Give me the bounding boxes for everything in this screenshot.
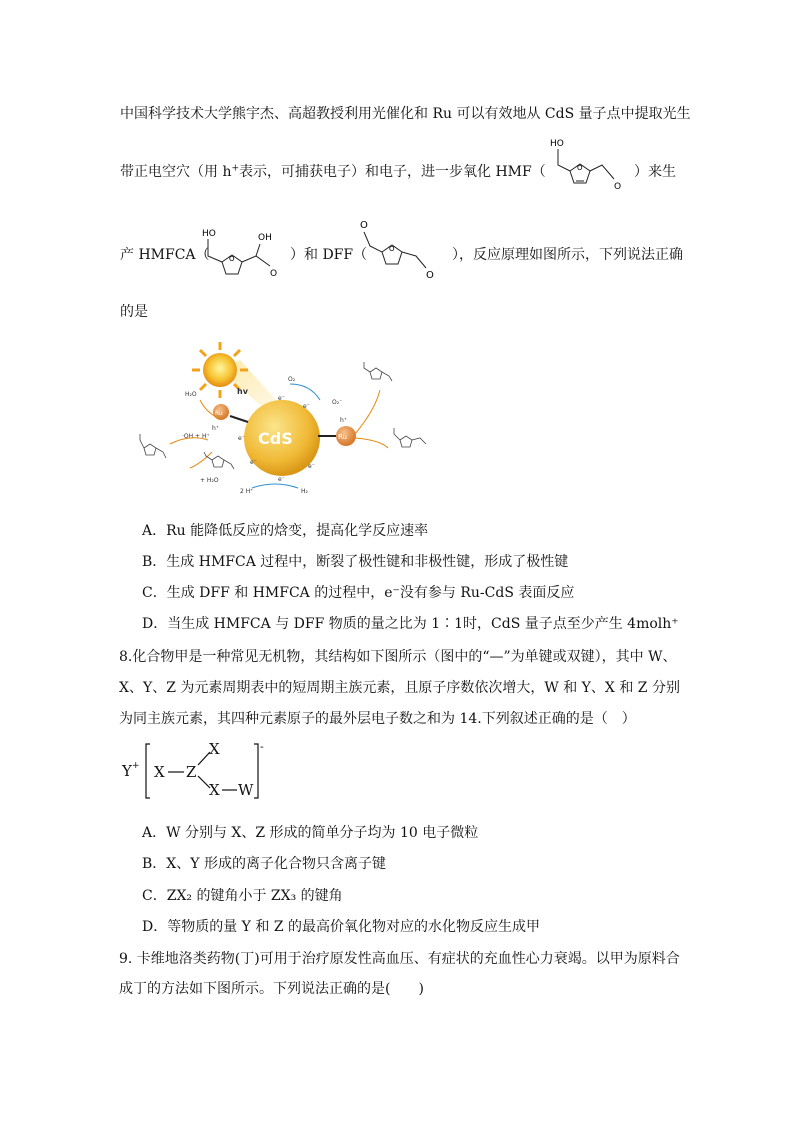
q9-line-1: 9. 卡维地洛类药物(丁)可用于治疗原发性高血压、有症状的充血性心力衰竭。以甲为原料合	[119, 951, 680, 967]
q7-option-b: B．生成 HMFCA 过程中，断裂了极性键和非极性键，形成了极性键	[142, 554, 569, 570]
cds-ru-reaction-diagram	[130, 340, 460, 500]
q8-line-3: 为同主族元素，其四种元素原子的最外层电子数之和为 14.下列叙述正确的是（ ）	[119, 711, 636, 727]
hmfca-ho-label: HO	[202, 229, 216, 239]
sun-icon	[192, 342, 285, 410]
h2o-label: H₂O	[185, 391, 197, 398]
q8-line-2: X、Y、Z 为元素周期表中的短周期主族元素，且原子序数依次增大，W 和 Y、X 和 Z 分别	[119, 680, 680, 696]
dff-ring-o: O	[389, 245, 395, 253]
h2-label: H₂	[301, 488, 308, 495]
ru-left-label: Ru	[215, 410, 223, 417]
ru-right-label: Ru	[338, 433, 347, 441]
hmfca-structure	[200, 226, 290, 282]
hmf-structure	[548, 135, 636, 197]
o2-label: O₂	[288, 376, 296, 383]
struct-x-left: X	[154, 763, 165, 781]
e-label-3: e⁻	[238, 435, 245, 442]
hmf-carbonyl-o: O	[614, 182, 622, 192]
struct-y-charge: +	[132, 761, 140, 771]
two-h-label: 2 H⁺	[240, 488, 254, 495]
hmfca-oh-label: OH	[258, 233, 272, 243]
q7-line-3a: 产 HMFCA（	[120, 247, 210, 263]
q7-line-1: 中国科学技术大学熊宇杰、高超教授利用光催化和 Ru 可以有效地从 CdS 量子点中提取光生	[120, 106, 691, 122]
q7-option-d: D．当生成 HMFCA 与 DFF 物质的量之比为 1∶1时，CdS 量子点至少产生 4molh⁺	[142, 616, 679, 632]
e-label-1: e⁻	[278, 395, 285, 402]
struct-y: Y	[122, 762, 132, 780]
plus-h2o-label: + H₂O	[200, 477, 219, 484]
struct-w: W	[238, 781, 254, 799]
q8-option-d: D．等物质的量 Y 和 Z 的最高价氧化物对应的水化物反应生成甲	[142, 919, 540, 935]
oh-h-label: ·OH + H⁺	[182, 433, 210, 440]
q7-line-2c: ）来生	[634, 164, 676, 180]
q9-line-2: 成丁的方法如下图所示。下列说法正确的是( )	[119, 981, 424, 997]
q8-line-1: 8.化合物甲是一种常见无机物，其结构如下图所示（图中的“—”为单键或双键），其中 W、	[119, 649, 677, 665]
compound-structure	[120, 738, 280, 802]
q7-line-2b: 表示，可捕获电子）和电子，进一步氧化 HMF（	[239, 164, 546, 180]
hmfca-ring-o: O	[229, 255, 235, 263]
hmfca-o-label: O	[270, 269, 278, 279]
hmf-ring-o: O	[577, 164, 583, 172]
struct-x-bottom: X	[209, 781, 220, 799]
dff-o-bottom: O	[426, 270, 434, 281]
q7-option-c: C．生成 DFF 和 HMFCA 的过程中，e⁻没有参与 Ru-CdS 表面反应	[142, 585, 575, 601]
q7-line-2a: 带正电空穴（用 h	[120, 164, 232, 180]
dff-structure	[354, 216, 446, 282]
q7-line-4: 的是	[120, 304, 148, 320]
e-label-4: e⁻	[250, 459, 257, 466]
e-label-6: e⁻	[308, 463, 315, 470]
struct-x-top: X	[209, 740, 220, 758]
struct-z: Z	[186, 763, 197, 781]
cds-label: CdS	[258, 429, 293, 448]
o2minus-label: O₂⁻	[332, 399, 343, 406]
dff-o-top: O	[360, 220, 368, 231]
q7-line-3b: ）和 DFF（	[290, 247, 368, 263]
struct-charge: -	[260, 740, 264, 753]
hplus-right-label: h⁺	[340, 417, 347, 424]
hplus-left-label: h⁺	[212, 425, 219, 432]
hv-label: hv	[237, 387, 248, 396]
q7-line-2	[120, 161, 546, 181]
e-label-2: e⁻	[303, 403, 310, 410]
q7-option-a: A．Ru 能降低反应的焓变，提高化学反应速率	[142, 523, 429, 539]
q7-line-3c: ），反应原理如图所示，下列说法正确	[452, 247, 683, 263]
hole-superscript: +	[231, 163, 240, 174]
q8-option-c: C．ZX₂ 的键角小于 ZX₃ 的键角	[142, 888, 343, 904]
e-label-5: e⁻	[278, 476, 285, 483]
q8-option-b: B．X、Y 形成的离子化合物只含离子键	[142, 856, 386, 872]
q8-option-a: A．W 分别与 X、Z 形成的简单分子均为 10 电子微粒	[142, 825, 479, 841]
hmf-ho-label: HO	[550, 139, 564, 149]
